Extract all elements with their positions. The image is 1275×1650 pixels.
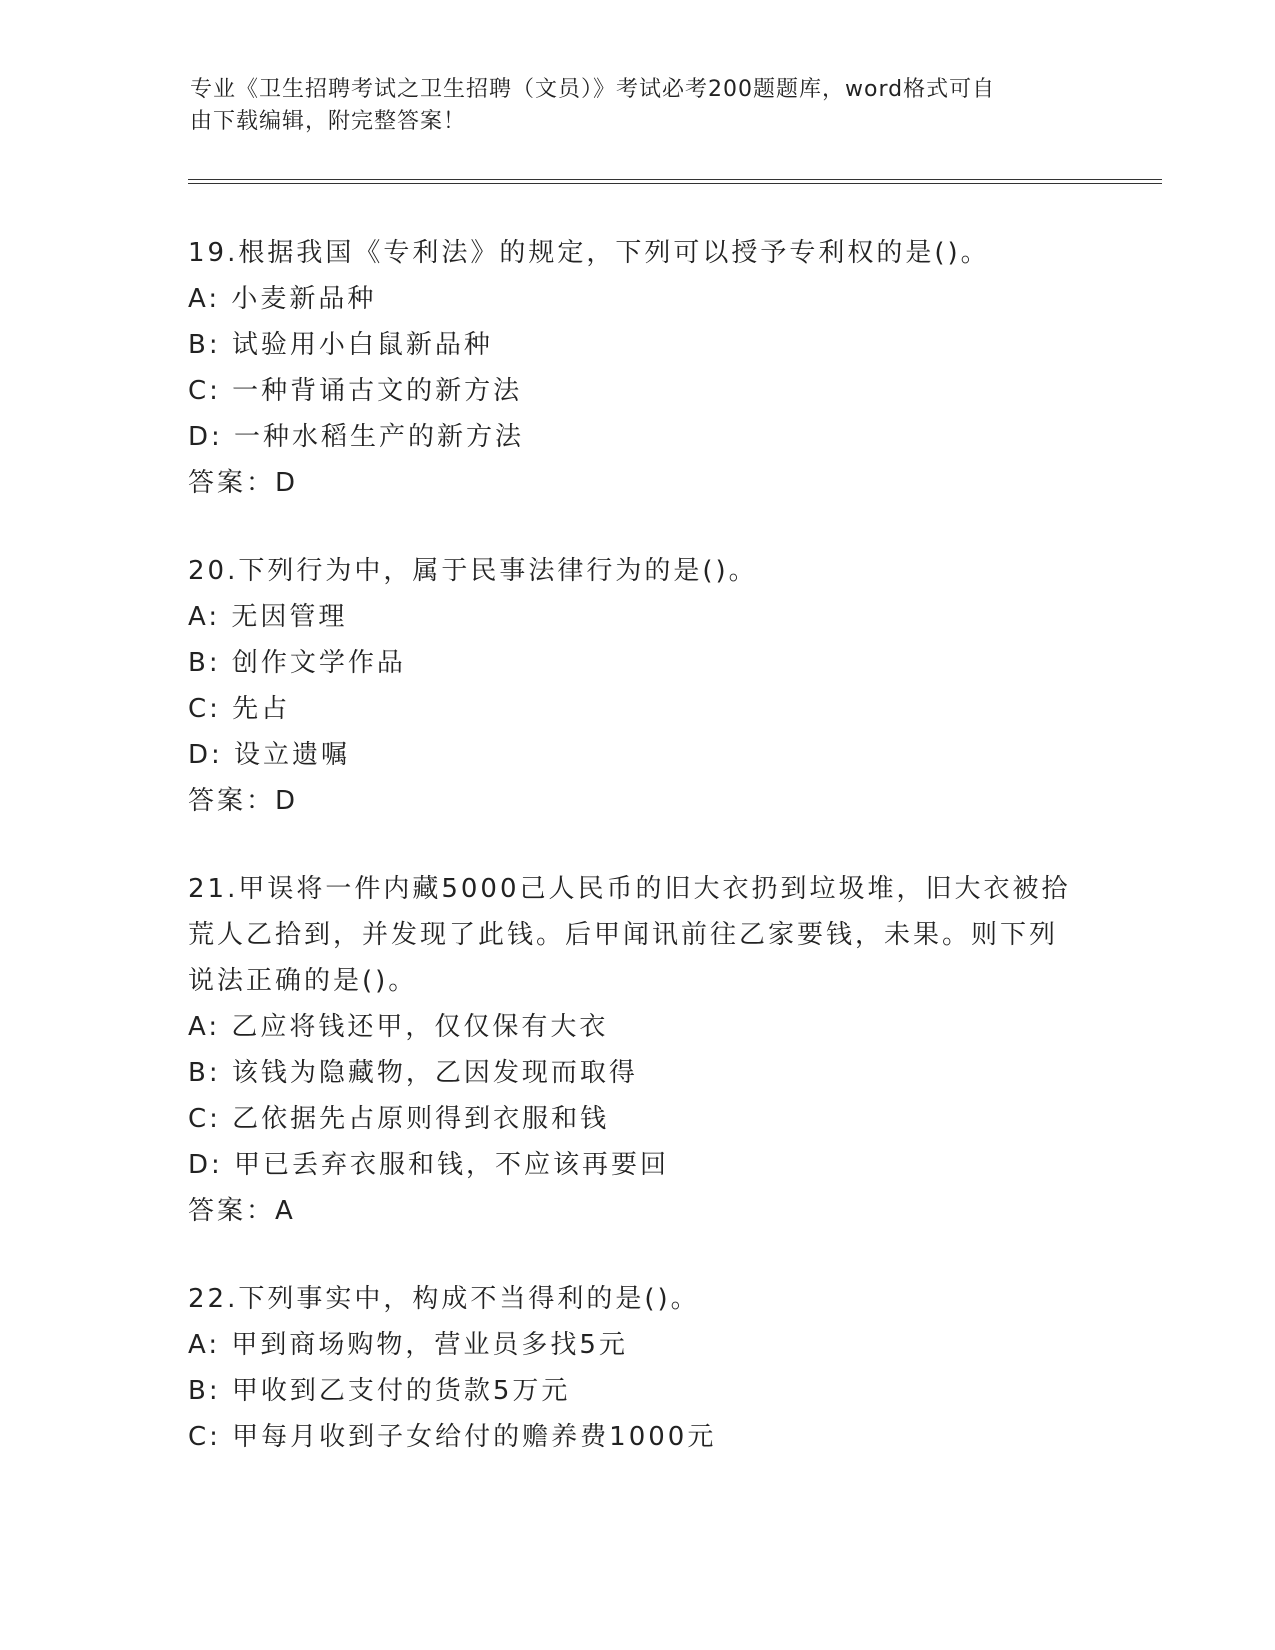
question-19 xyxy=(188,230,1088,506)
header-line-2: 由下载编辑，附完整答案！ xyxy=(190,109,467,134)
question-22 xyxy=(188,1276,1088,1460)
answer-label: 答案： xyxy=(188,786,276,816)
question-stem: 19.根据我国《专利法》的规定，下列可以授予专利权的是()。 xyxy=(188,238,990,268)
option-a: A: 无因管理 xyxy=(188,602,348,632)
question-stem: 22.下列事实中，构成不当得利的是()。 xyxy=(188,1284,700,1314)
option-b: B: 试验用小白鼠新品种 xyxy=(188,330,493,360)
option-b: B: 该钱为隐藏物，乙因发现而取得 xyxy=(188,1058,638,1088)
option-d: D: 设立遗嘱 xyxy=(188,740,351,770)
question-21 xyxy=(188,866,1088,1234)
option-a: A: 甲到商场购物，营业员多找5元 xyxy=(188,1330,628,1360)
answer-line xyxy=(188,778,1088,824)
option-c: C: 先占 xyxy=(188,694,291,724)
header-divider-bottom xyxy=(188,183,1162,184)
answer-label: 答案： xyxy=(188,468,276,498)
answer-line xyxy=(188,1188,1088,1234)
question-stem-line-2: 荒人乙拾到，并发现了此钱。后甲闻讯前往乙家要钱，未果。则下列 xyxy=(188,920,1059,950)
option-b: B: 甲收到乙支付的货款5万元 xyxy=(188,1376,571,1406)
option-d: D: 甲已丢弃衣服和钱，不应该再要回 xyxy=(188,1150,670,1180)
option-a: A: 乙应将钱还甲，仅仅保有大衣 xyxy=(188,1012,609,1042)
option-a: A: 小麦新品种 xyxy=(188,284,377,314)
option-b: B: 创作文学作品 xyxy=(188,648,406,678)
question-stem: 20.下列行为中，属于民事法律行为的是()。 xyxy=(188,556,758,586)
answer-value: A xyxy=(275,1196,296,1226)
header-divider-top xyxy=(188,179,1162,180)
answer-line xyxy=(188,460,1088,506)
question-20 xyxy=(188,548,1088,824)
option-c: C: 乙依据先占原则得到衣服和钱 xyxy=(188,1104,610,1134)
question-stem-line-3: 说法正确的是()。 xyxy=(188,966,418,996)
option-c: C: 一种背诵古文的新方法 xyxy=(188,376,523,406)
document-header xyxy=(190,74,1070,138)
header-line-1: 专业《卫生招聘考试之卫生招聘（文员）》考试必考200题题库，word格式可自 xyxy=(190,77,996,102)
answer-label: 答案： xyxy=(188,1196,276,1226)
answer-value: D xyxy=(275,786,299,816)
answer-value: D xyxy=(275,468,299,498)
question-stem-line-1: 21.甲误将一件内藏5000己人民币的旧大衣扔到垃圾堆，旧大衣被拾 xyxy=(188,874,1071,904)
option-d: D: 一种水稻生产的新方法 xyxy=(188,422,525,452)
option-c: C: 甲每月收到子女给付的赡养费1000元 xyxy=(188,1422,717,1452)
question-list xyxy=(188,230,1088,1502)
